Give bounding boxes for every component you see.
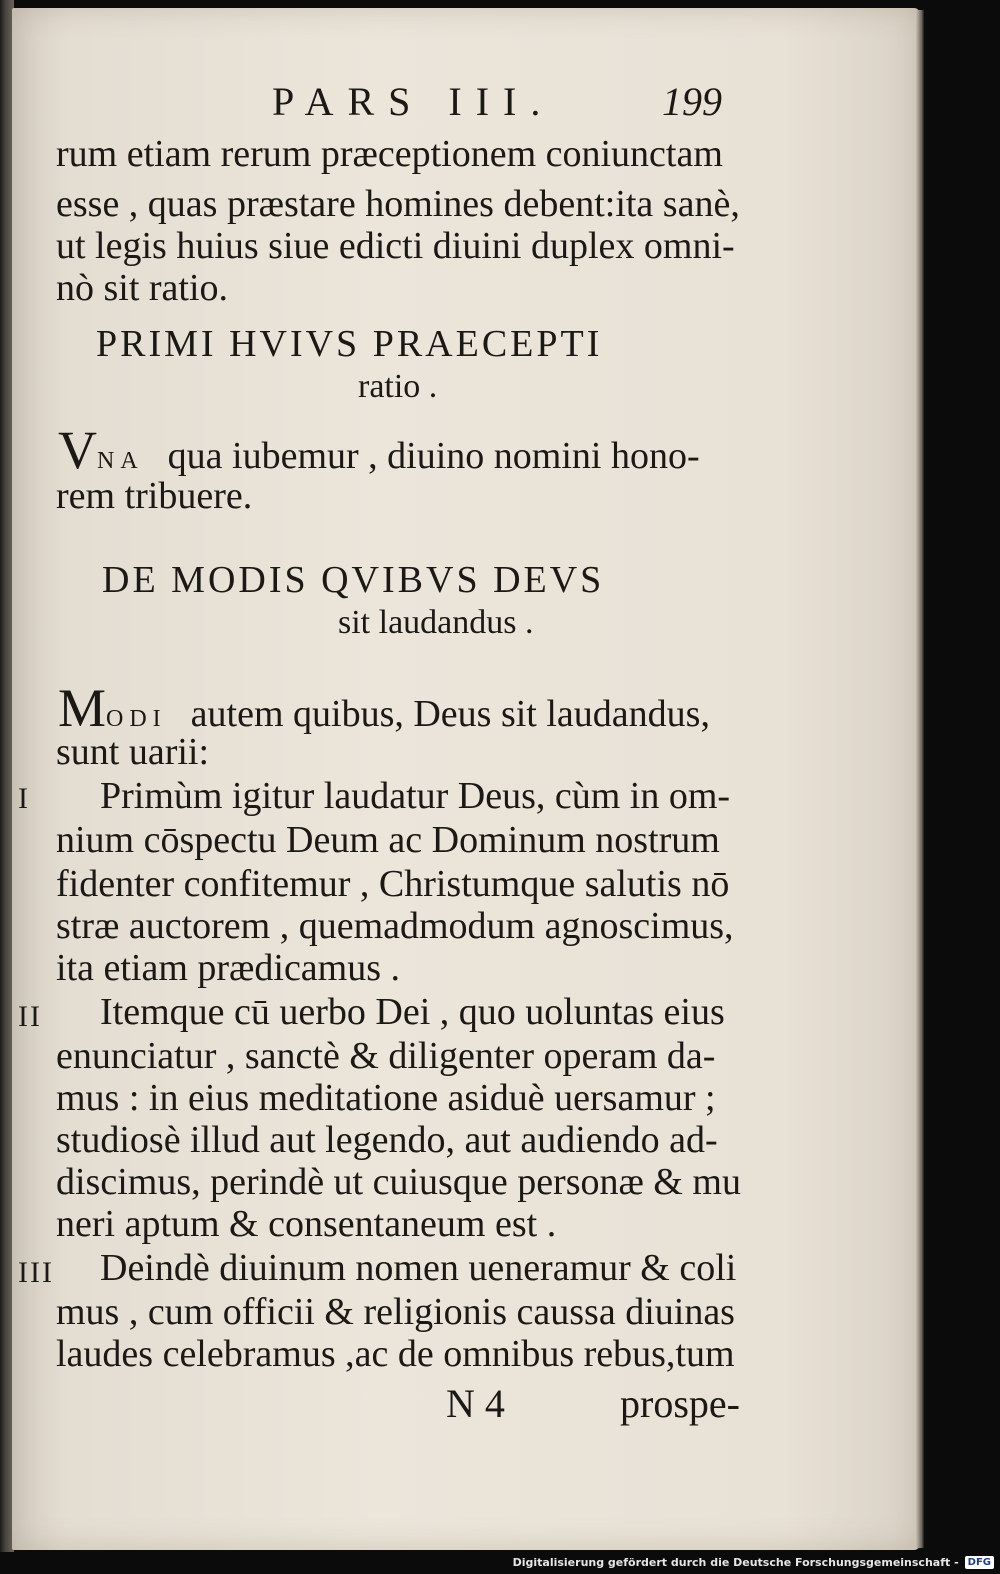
text-line: sunt uarii: (56, 731, 210, 773)
running-title: PARS III. (272, 79, 555, 124)
text-line: rum etiam rerum præceptionem coniunctam (56, 133, 723, 175)
text-line: mus , cum officii & religionis caussa diuinas (56, 1291, 735, 1333)
text-line: fidenter confitemur , Christumque salutis nō (56, 863, 730, 905)
section-heading-de-modis: DE MODIS QVIBVS DEVS (102, 559, 605, 601)
marginal-number: I (18, 782, 30, 815)
text-line: enunciatur , sanctè & diligenter operam da- (56, 1035, 716, 1077)
marginal-number: II (18, 1000, 42, 1033)
text-line: laudes celebramus ,ac de omnibus rebus,tum (56, 1333, 735, 1375)
marginal-number: III (18, 1256, 54, 1289)
initial-letter: V (58, 420, 97, 480)
footer-text: Digitalisierung gefördert durch die Deutsche Forschungsgemeinschaft - (512, 1555, 959, 1569)
dfg-logo: DFG (965, 1556, 994, 1569)
section-subheading-laudandus: sit laudandus . (338, 604, 534, 641)
text-line: esse , quas præstare homines debent:ita sanè, (56, 183, 740, 225)
small-caps: NA (97, 448, 144, 474)
section-subheading-ratio: ratio . (358, 368, 438, 405)
line-text: qua iubemur , diuino nomini hono- (167, 435, 700, 477)
section-heading-primi: PRIMI HVIVS PRAECEPTI (96, 323, 603, 365)
page-fore-edge (916, 10, 924, 1548)
small-caps: ODI (106, 706, 167, 732)
text-line: mus : in eius meditatione asiduè uersamur ; (56, 1077, 716, 1119)
text-line: Primùm igitur laudatur Deus, cùm in om- (100, 775, 731, 817)
text-line: nò sit ratio. (56, 267, 229, 309)
text-line: discimus, perindè ut cuiusque personæ & mu (56, 1161, 741, 1203)
catchword: prospe- (620, 1381, 740, 1426)
text-line: Itemque cū uerbo Dei , quo uoluntas eius (100, 991, 725, 1033)
running-head (0, 78, 1000, 128)
text-line: studiosè illud aut legendo, aut audiendo ad- (56, 1119, 718, 1161)
text-line: ita etiam prædicamus . (56, 947, 401, 989)
text-line: neri aptum & consentaneum est . (56, 1203, 557, 1245)
initial-letter: M (58, 678, 107, 738)
text-line: Deindè diuinum nomen ueneramur & coli (100, 1247, 737, 1289)
text-line: nium cōspectu Deum ac Dominum nostrum (56, 819, 720, 861)
digitization-footer (513, 1552, 994, 1572)
line-text: autem quibus, Deus sit laudandus, (190, 693, 710, 735)
text-line: ut legis huius siue edicti diuini duplex omni- (56, 225, 735, 267)
signature-mark: N 4 (446, 1381, 505, 1426)
text-line: rem tribuere. (56, 475, 253, 517)
page-number: 199 (662, 79, 722, 124)
text-line: stræ auctorem , quemadmodum agnoscimus, (56, 905, 734, 947)
